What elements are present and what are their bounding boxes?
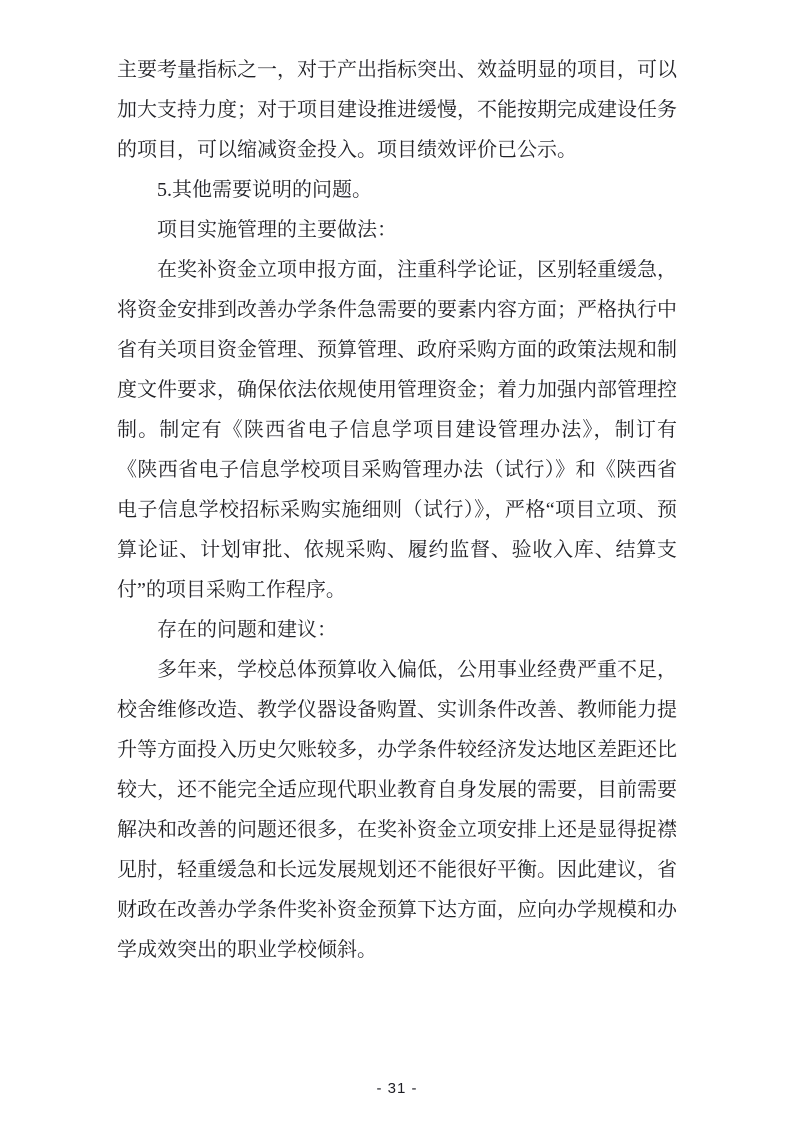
document-body bbox=[117, 50, 677, 970]
paragraph-problems-suggestions: 多年来，学校总体预算收入偏低，公用事业经费严重不足，校舍维修改造、教学仪器设备购置、实训条件改善、教师能力提升等方面投入历史欠账较多，办学条件较经济发达地区差距还比较大，还不能完全适应现代职业教育自身发展的需要，目前需要解决和改善的问题还很多，在奖补资金立项安排上还是显得捉襟见肘，轻重缓急和长远发展规划还不能很好平衡。因此建议，省财政在改善办学条件奖补资金预算下达方面，应向办学规模和办学成效突出的职业学校倾斜。 bbox=[117, 659, 677, 961]
heading-other-issues: 5.其他需要说明的问题。 bbox=[157, 179, 372, 201]
paragraph-continuation: 主要考量指标之一，对于产出指标突出、效益明显的项目，可以加大支持力度；对于项目建设推进缓慢，不能按期完成建设任务的项目，可以缩减资金投入。项目绩效评价已公示。 bbox=[117, 59, 677, 161]
heading-problems-suggestions: 存在的问题和建议： bbox=[157, 619, 337, 641]
paragraph-implementation-details: 在奖补资金立项申报方面，注重科学论证，区别轻重缓急，将资金安排到改善办学条件急需要的要素内容方面；严格执行中省有关项目资金管理、预算管理、政府采购方面的政策法规和制度文件要求，确保依法依规使用管理资金；着力加强内部管理控制。制定有《陕西省电子信息学项目建设管理办法》，制订有《陕西省电子信息学校项目采购管理办法（试行）》和《陕西省电子信息学校招标采购实施细则（试行）》，严格“项目立项、预算论证、计划审批、依规采购、履约监督、验收入库、结算支付”的项目采购工作程序。 bbox=[117, 259, 677, 601]
page-number: - 31 - bbox=[376, 1080, 418, 1097]
heading-implementation-practices: 项目实施管理的主要做法： bbox=[157, 219, 397, 241]
